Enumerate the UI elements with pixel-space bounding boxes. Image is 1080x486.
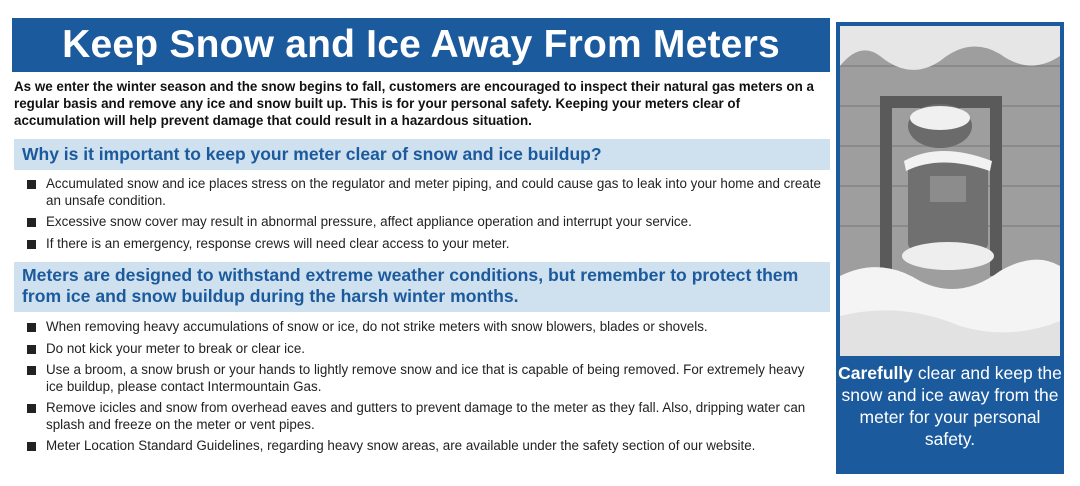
bullet-square-icon [27,218,36,227]
bullet-text: If there is an emergency, response crews will need clear access to your meter. [46,235,510,251]
snow-covered-meter-photo [840,26,1060,356]
bullet-text: When removing heavy accumulations of snow or ice, do not strike meters with snow blowers, blades or shovels. [46,319,708,334]
section-heading-why: Why is it important to keep your meter clear of snow and ice buildup? [14,139,830,170]
bullet-square-icon [27,180,36,189]
why-bullet-list [22,176,822,257]
bullet-square-icon [27,323,36,332]
list-item [22,438,822,455]
bullet-text: Meter Location Standard Guidelines, regarding heavy snow areas, are available under the safety section of our website. [46,438,756,453]
bullet-square-icon [27,345,36,354]
bullet-text: Remove icicles and snow from overhead eaves and gutters to prevent damage to the meter as they fall. Also, dripping water can splash and freeze on the meter or vent pipes. [46,400,806,432]
title-banner [12,18,830,72]
bullet-text: Use a broom, a snow brush or your hands to lightly remove snow and ice that is capable of being removed. For extremely heavy ice buildup, please contact Intermountain Gas. [46,362,805,394]
list-item [22,236,822,253]
bullet-square-icon [27,240,36,249]
page-title: Keep Snow and Ice Away From Meters [62,23,780,66]
bullet-square-icon [27,404,36,413]
bullet-text: Excessive snow cover may result in abnormal pressure, affect appliance operation and interrupt your service. [46,214,692,229]
protect-bullet-list [22,319,822,460]
list-item [22,362,822,395]
bullet-text: Do not kick your meter to break or clear ice. [46,340,305,356]
gas-meter-snow-illustration [840,26,1060,356]
list-item [22,400,822,433]
intro-paragraph: As we enter the winter season and the snow begins to fall, customers are encouraged to inspect their natural gas meters on a regular basis and remove any ice and snow built up. This is for your personal safety. Keeping your meters clear of accumulation will help prevent damage that could result in a hazardous situation. [14,79,814,128]
photo-panel [836,22,1064,474]
list-item [22,319,822,336]
bullet-square-icon [27,442,36,451]
bullet-text: Accumulated snow and ice places stress on the regulator and meter piping, and could cause gas to leak into your home and create an unsafe condition. [46,176,821,208]
list-item [22,214,822,231]
list-item [22,176,822,209]
safety-caption [836,362,1064,450]
caption-emphasis: Carefully [838,363,914,383]
caption-text: clear and keep the snow and ice away from the meter for your personal safety. [841,363,1062,449]
section-heading-protect: Meters are designed to withstand extreme weather conditions, but remember to protect them from ice and snow buildup during the harsh winter months. [14,262,830,312]
bullet-square-icon [27,366,36,375]
list-item [22,341,822,358]
